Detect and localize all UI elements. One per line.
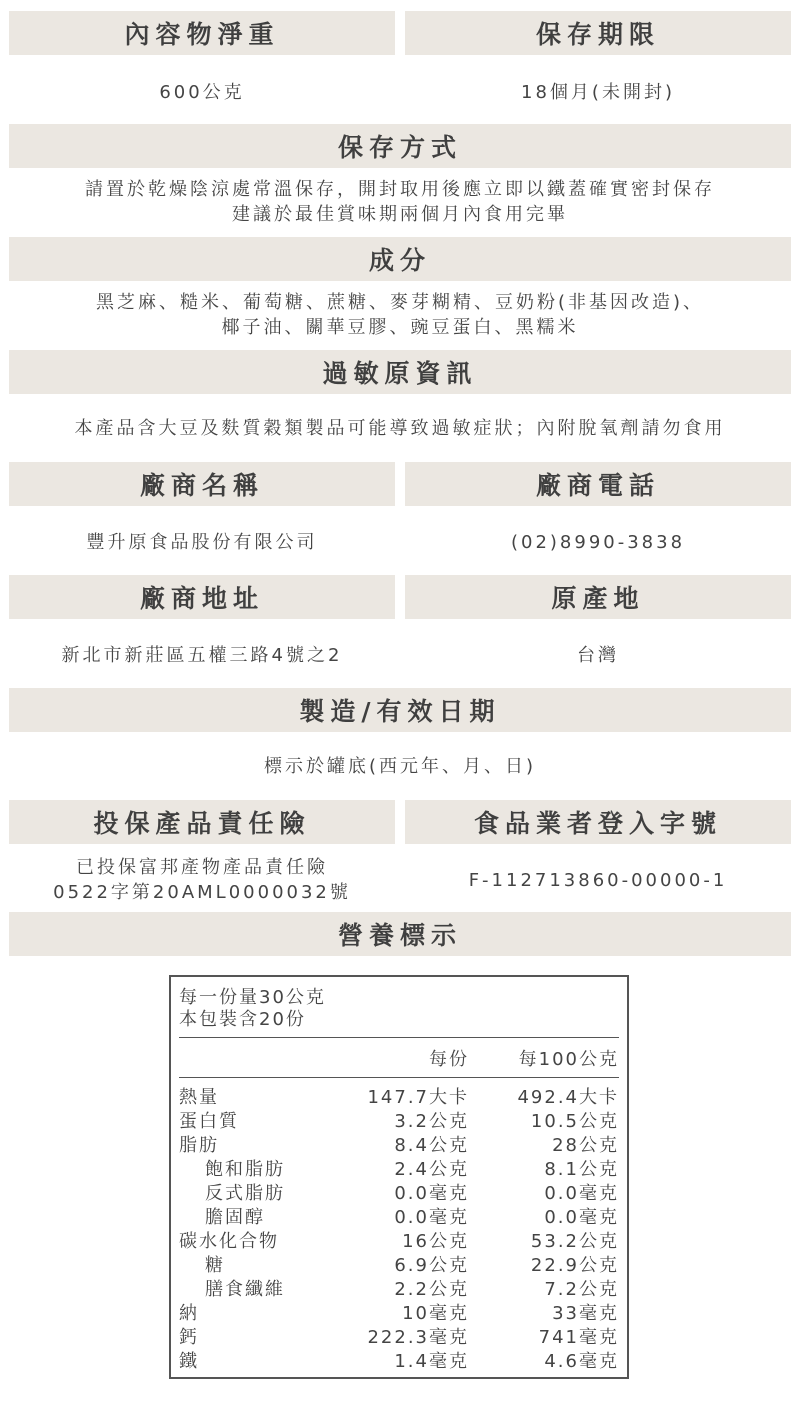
nutrition-row: [179, 1227, 619, 1251]
insurance-line-2: 0522字第20AML0000032號: [53, 882, 351, 903]
shelf-life-value: 18個月(未開封): [521, 81, 675, 103]
nutrient-label: 飽和脂肪: [205, 1159, 285, 1180]
nutrient-per-serving: 1.4毫克: [394, 1351, 469, 1372]
nutrition-row: [179, 1155, 619, 1179]
origin-header: 原產地: [405, 575, 791, 619]
nutrient-label: 膳食纖維: [205, 1279, 285, 1300]
nutrient-per-serving: 2.4公克: [394, 1159, 469, 1180]
nutrient-label: 反式脂肪: [205, 1183, 285, 1204]
nutrition-row: [179, 1179, 619, 1203]
nutrient-per-serving: 16公克: [402, 1231, 469, 1252]
nutrition-row: [179, 1299, 619, 1323]
nutrient-per-100g: 7.2公克: [544, 1279, 619, 1300]
nutrition-row: [179, 1347, 619, 1371]
nutrient-label: 納: [179, 1303, 199, 1324]
nutrition-row: [179, 1323, 619, 1347]
maker-name-value: 豐升原食品股份有限公司: [86, 531, 318, 553]
nutrient-per-serving: 3.2公克: [394, 1111, 469, 1132]
nutrition-divider-mid: [179, 1077, 619, 1078]
date-value: 標示於罐底(西元年、月、日): [263, 755, 537, 777]
ingredients-line-2: 椰子油、關華豆膠、豌豆蛋白、黑糯米: [221, 317, 579, 338]
nutrition-row: [179, 1107, 619, 1131]
ingredients-text: [9, 289, 791, 341]
date-header: 製造/有效日期: [9, 688, 791, 732]
nutrient-per-100g: 28公克: [552, 1135, 619, 1156]
insurance-line-1: 已投保富邦產物產品責任險: [76, 857, 328, 878]
nutrition-row: [179, 1251, 619, 1275]
insurance-header: 投保產品責任險: [9, 800, 395, 844]
nutrient-per-100g: 22.9公克: [530, 1255, 619, 1276]
nutrient-per-100g: 4.6毫克: [544, 1351, 619, 1372]
col-header-per-100g: 每100公克: [518, 1049, 619, 1070]
nutrition-row: [179, 1203, 619, 1227]
nutrient-per-100g: 741毫克: [538, 1327, 619, 1348]
ingredients-header: 成分: [9, 237, 791, 281]
nutrient-per-100g: 0.0毫克: [544, 1207, 619, 1228]
nutrient-label: 膽固醇: [205, 1207, 265, 1228]
net-weight-header: 內容物淨重: [9, 11, 395, 55]
allergen-text: 本產品含大豆及麩質穀類製品可能導致過敏症狀；內附脫氧劑請勿食用: [74, 417, 726, 439]
col-header-per-serving: 每份: [429, 1049, 469, 1070]
maker-phone-header: 廠商電話: [405, 462, 791, 506]
nutrient-per-100g: 33毫克: [552, 1303, 619, 1324]
nutrient-per-serving: 8.4公克: [394, 1135, 469, 1156]
registration-header: 食品業者登入字號: [405, 800, 791, 844]
nutrition-row: [179, 1131, 619, 1155]
nutrition-header: 營養標示: [9, 912, 791, 956]
nutrient-label: 脂肪: [179, 1135, 219, 1156]
storage-text: [9, 176, 791, 228]
nutrition-table: [169, 975, 629, 1379]
nutrient-per-100g: 0.0毫克: [544, 1183, 619, 1204]
nutrient-per-serving: 10毫克: [402, 1303, 469, 1324]
maker-address-value: 新北市新莊區五權三路4號之2: [61, 644, 343, 666]
serving-size: 每一份量30公克: [179, 987, 326, 1008]
nutrition-divider-top: [179, 1037, 619, 1038]
origin-value: 台灣: [577, 644, 619, 666]
insurance-value: [9, 854, 395, 906]
nutrient-per-100g: 10.5公克: [530, 1111, 619, 1132]
nutrient-per-100g: 8.1公克: [544, 1159, 619, 1180]
net-weight-value: 600公克: [159, 81, 245, 103]
nutrient-label: 熱量: [179, 1087, 219, 1108]
nutrient-per-100g: 492.4大卡: [517, 1087, 619, 1108]
registration-value: F-112713860-00000-1: [468, 869, 728, 891]
maker-name-header: 廠商名稱: [9, 462, 395, 506]
nutrition-row: [179, 1275, 619, 1299]
nutrient-label: 糖: [205, 1255, 225, 1276]
nutrient-label: 鈣: [179, 1327, 199, 1348]
nutrient-per-serving: 6.9公克: [394, 1255, 469, 1276]
ingredients-line-1: 黑芝麻、糙米、葡萄糖、蔗糖、麥芽糊精、豆奶粉(非基因改造)、: [95, 292, 705, 313]
allergen-header: 過敏原資訊: [9, 350, 791, 394]
nutrient-per-serving: 147.7大卡: [367, 1087, 469, 1108]
nutrition-row: [179, 1083, 619, 1107]
nutrient-label: 蛋白質: [179, 1111, 239, 1132]
storage-line-1: 請置於乾燥陰涼處常溫保存，開封取用後應立即以鐵蓋確實密封保存: [85, 179, 715, 200]
nutrient-per-serving: 0.0毫克: [394, 1207, 469, 1228]
storage-line-2: 建議於最佳賞味期兩個月內食用完畢: [232, 204, 568, 225]
maker-address-header: 廠商地址: [9, 575, 395, 619]
shelf-life-header: 保存期限: [405, 11, 791, 55]
storage-header: 保存方式: [9, 124, 791, 168]
nutrient-label: 碳水化合物: [179, 1231, 279, 1252]
nutrient-per-serving: 0.0毫克: [394, 1183, 469, 1204]
nutrient-per-serving: 222.3毫克: [367, 1327, 469, 1348]
nutrient-per-serving: 2.2公克: [394, 1279, 469, 1300]
nutrition-serving-info: [179, 987, 326, 1031]
maker-phone-value: (02)8990-3838: [510, 531, 686, 553]
servings-per-pack: 本包裝含20份: [179, 1009, 306, 1030]
nutrient-label: 鐵: [179, 1351, 199, 1372]
nutrient-per-100g: 53.2公克: [530, 1231, 619, 1252]
